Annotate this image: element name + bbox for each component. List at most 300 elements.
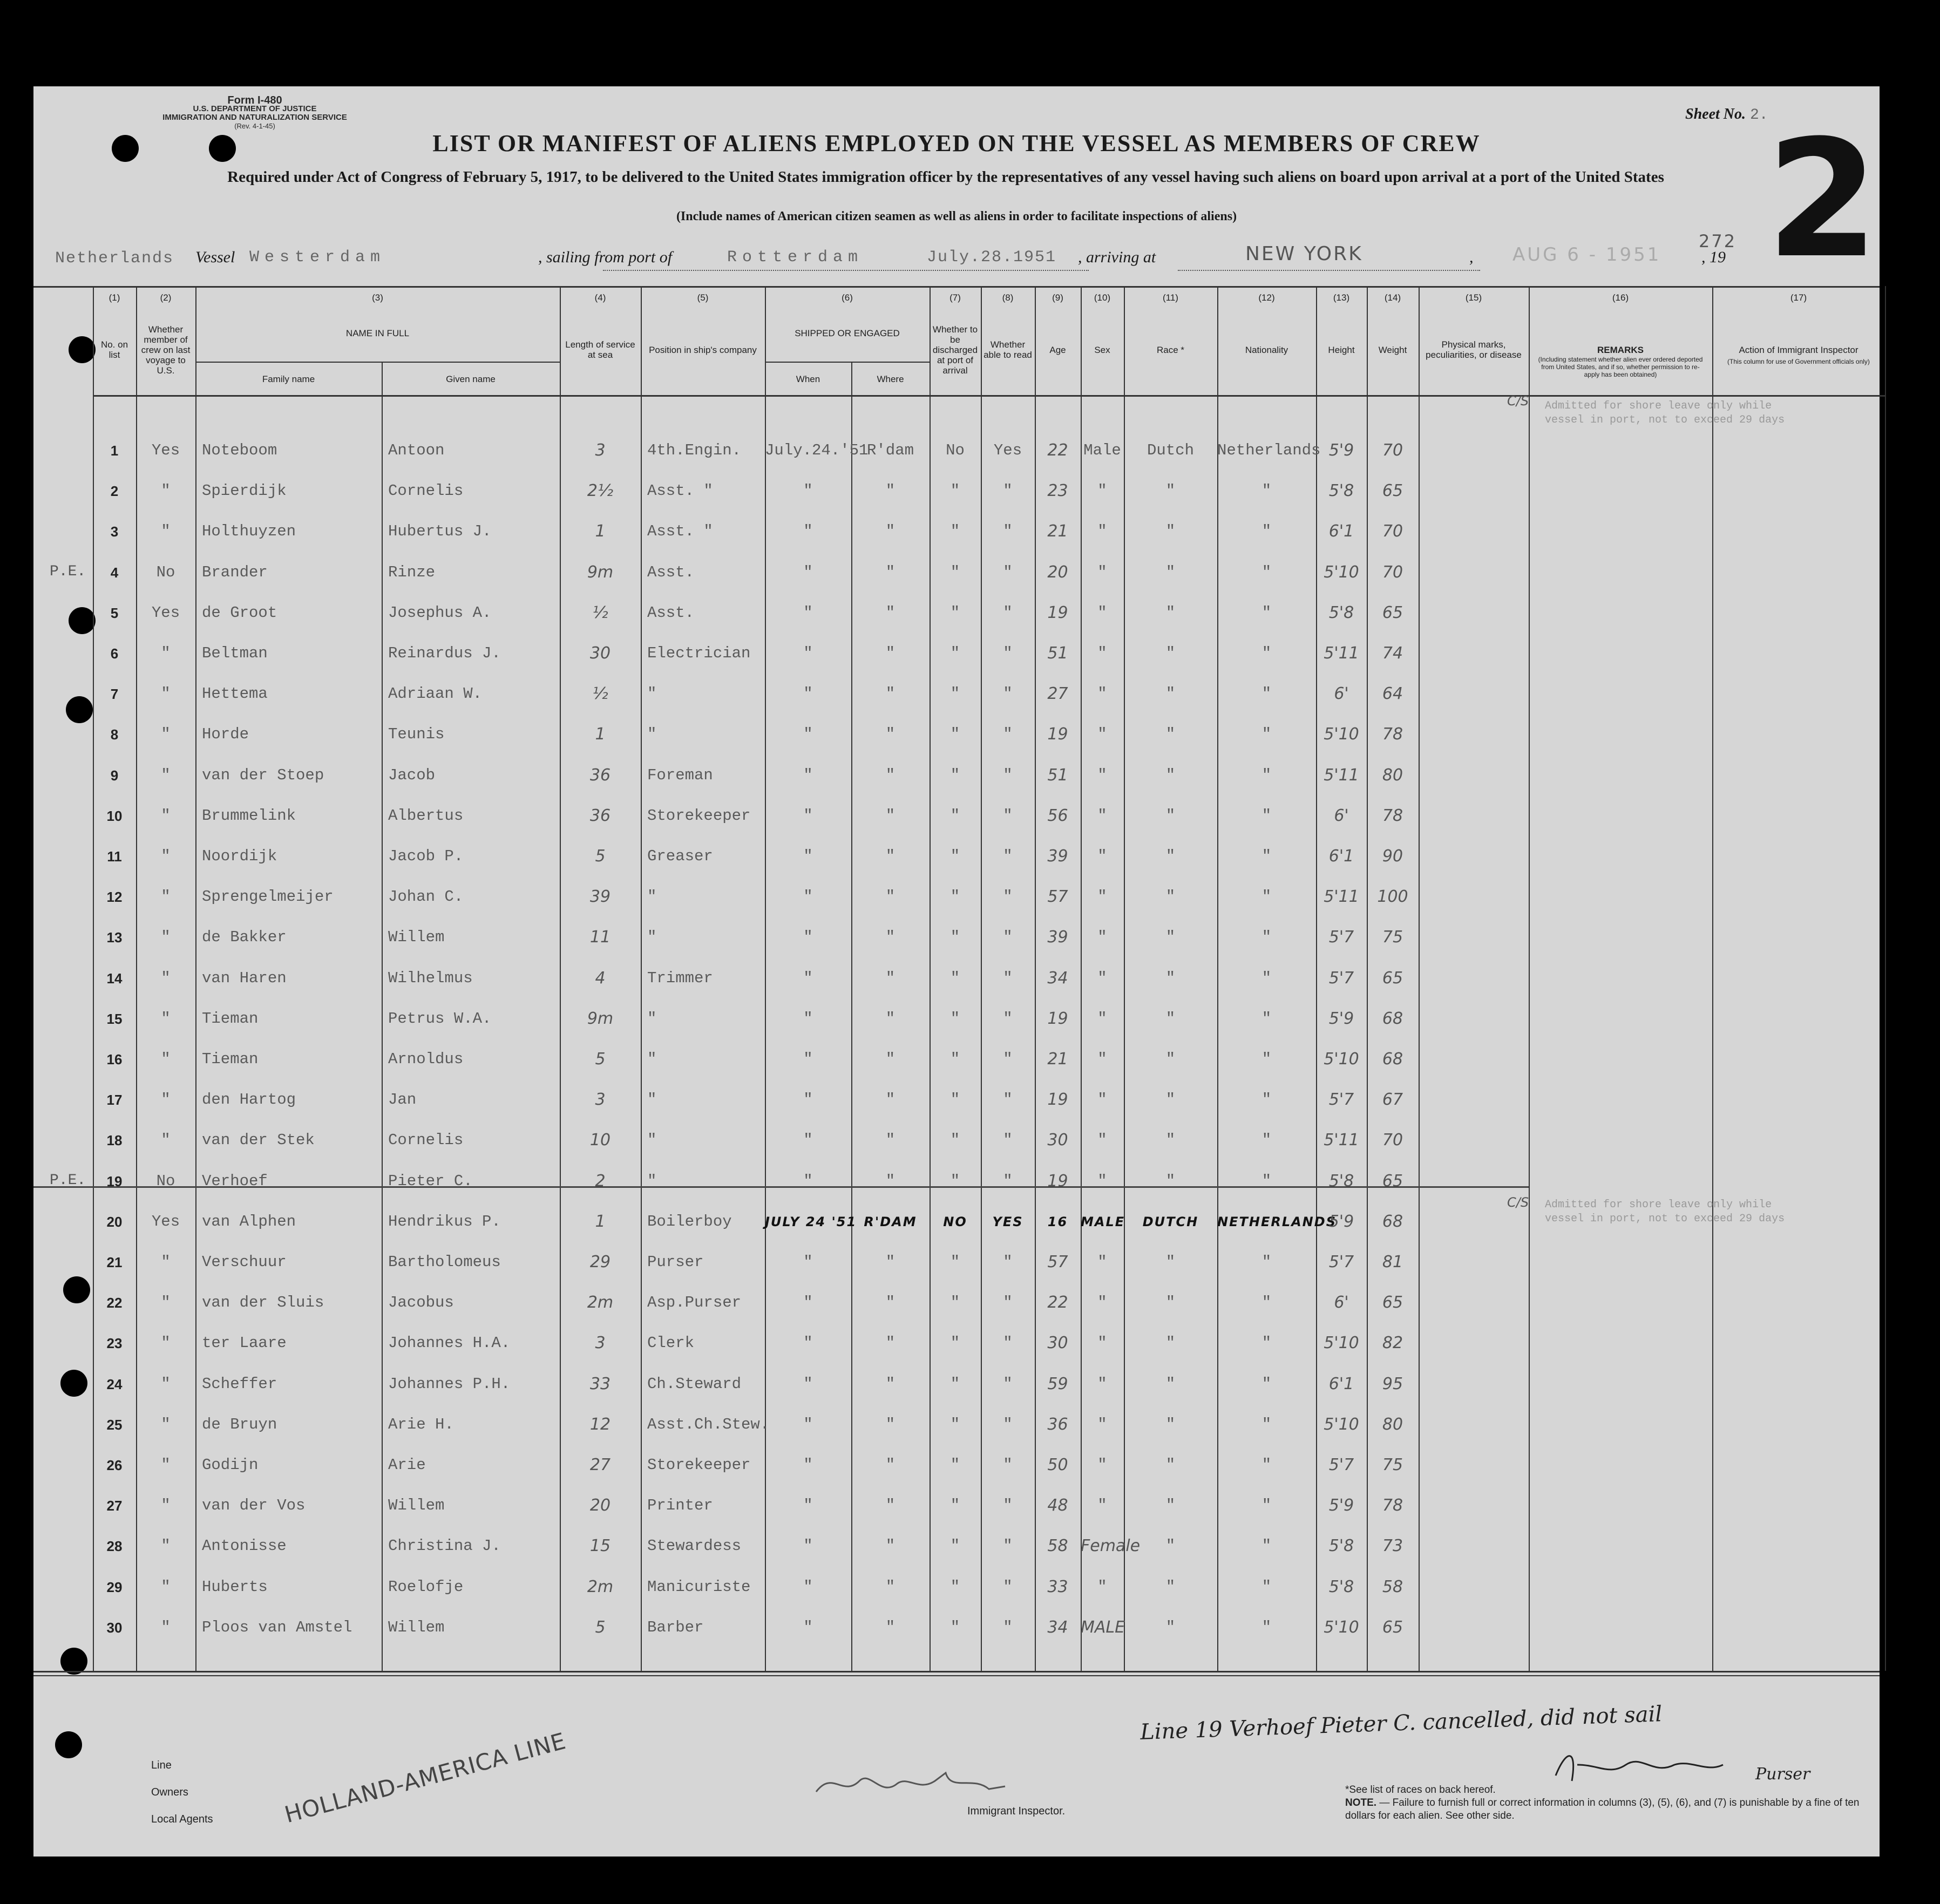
to-be-discharged: " [950, 928, 960, 947]
crew-last-voyage: No [156, 1172, 175, 1190]
sailing-label: , sailing from port of [538, 248, 673, 266]
family-name: Tieman [202, 1009, 259, 1028]
family-name: Brander [202, 563, 268, 581]
to-be-discharged: " [950, 1091, 960, 1109]
weight: 75 [1382, 928, 1403, 947]
table-row [33, 1284, 1880, 1324]
nationality: " [1261, 806, 1272, 825]
sex: " [1097, 482, 1107, 500]
action-note: (This column for use of Government officials only) [1727, 358, 1870, 365]
row-number: 30 [106, 1619, 123, 1636]
row-number: 9 [110, 767, 119, 784]
height: 5'7 [1328, 1090, 1354, 1110]
sex: " [1097, 928, 1107, 947]
table-row [33, 1527, 1880, 1568]
race: " [1165, 1009, 1176, 1028]
able-to-read: " [1003, 1050, 1013, 1068]
row-number: 26 [106, 1457, 123, 1473]
height: 5'8 [1328, 1171, 1354, 1191]
arrival-port: NEW YORK [1245, 243, 1363, 265]
length-of-service: 12 [589, 1415, 611, 1434]
age: 19 [1047, 725, 1068, 744]
column-header: Age [1049, 344, 1066, 355]
crew-last-voyage: Yes [151, 603, 180, 622]
weight: 78 [1382, 725, 1403, 744]
sex: Male [1083, 441, 1121, 459]
nationality: " [1261, 1456, 1272, 1474]
sex: " [1097, 725, 1107, 744]
form-service: IMMIGRATION AND NATURALIZATION SERVICE [162, 113, 347, 122]
nationality: " [1261, 603, 1272, 622]
position: Asst. [647, 603, 695, 622]
given-name: Jacob [388, 766, 436, 784]
shipped-where: " [885, 888, 896, 906]
nationality: " [1261, 1091, 1272, 1109]
weight: 73 [1382, 1536, 1403, 1556]
sex: " [1097, 1009, 1107, 1028]
page-subtitle-note: (Include names of American citizen seamen as well as aliens in order to facilitate inspections of aliens) [676, 209, 1237, 223]
position: Clerk [647, 1334, 695, 1352]
crew-last-voyage: " [161, 888, 171, 906]
age: 51 [1047, 765, 1068, 785]
sex: " [1097, 644, 1107, 662]
shipped-where: " [885, 1497, 896, 1515]
shipped-when: " [803, 1172, 813, 1190]
height: 5'8 [1328, 603, 1354, 622]
nationality: " [1261, 1618, 1272, 1636]
height: 5'7 [1328, 968, 1354, 988]
to-be-discharged: " [950, 1537, 960, 1555]
weight: 65 [1382, 481, 1403, 501]
height: 5'7 [1328, 928, 1354, 947]
sheet-number [1685, 106, 1768, 124]
sex: " [1097, 806, 1107, 825]
table-row [33, 716, 1880, 756]
to-be-discharged: " [950, 1009, 960, 1028]
race: " [1165, 522, 1176, 541]
crew-last-voyage: " [161, 1253, 171, 1271]
race: " [1165, 1091, 1176, 1109]
race: " [1165, 1131, 1176, 1150]
height: 6'1 [1328, 522, 1354, 541]
length-of-service: 11 [589, 928, 611, 947]
to-be-discharged: " [950, 644, 960, 662]
able-to-read: " [1003, 1415, 1013, 1433]
family-name: Antonisse [202, 1537, 287, 1555]
shipped-when: " [803, 482, 813, 500]
to-be-discharged: " [950, 603, 960, 622]
family-name: van der Sluis [202, 1294, 324, 1312]
position: " [647, 1050, 657, 1068]
row-number: 8 [110, 726, 119, 743]
crew-last-voyage: " [161, 1456, 171, 1474]
race: " [1165, 482, 1176, 500]
family-name: van Alphen [202, 1212, 296, 1230]
table-row [33, 960, 1880, 1000]
nationality: " [1261, 1294, 1272, 1312]
able-to-read: " [1003, 847, 1013, 865]
crew-last-voyage: " [161, 1131, 171, 1150]
family-name: de Bakker [202, 928, 287, 947]
given-name: Jacob P. [388, 847, 464, 865]
age: 36 [1047, 1415, 1068, 1434]
table-row [33, 1609, 1880, 1649]
nationality: " [1261, 1497, 1272, 1515]
race: " [1165, 1334, 1176, 1352]
race: " [1165, 685, 1176, 703]
race: " [1165, 644, 1176, 662]
family-name: Noordijk [202, 847, 277, 865]
row-number: 12 [106, 889, 123, 906]
age: 19 [1047, 1171, 1068, 1191]
nationality: " [1261, 1172, 1272, 1190]
crew-last-voyage: " [161, 522, 171, 541]
height: 6' [1334, 806, 1349, 825]
race: " [1165, 1253, 1176, 1271]
position: " [647, 1009, 657, 1028]
column-header: Nationality [1245, 344, 1288, 355]
margin-annotation: P.E. [50, 563, 86, 580]
given-name: Willem [388, 928, 445, 947]
column-number: (9) [1052, 293, 1063, 303]
length-of-service: 15 [589, 1536, 611, 1556]
subheader-when: When [796, 373, 820, 384]
sex: " [1097, 1050, 1107, 1068]
crew-last-voyage: " [161, 685, 171, 703]
crew-last-voyage: " [161, 1375, 171, 1393]
shipped-when: " [803, 603, 813, 622]
table-row [33, 554, 1880, 594]
sex: " [1097, 766, 1107, 784]
column-number: (14) [1384, 293, 1401, 303]
height: 5'9 [1328, 441, 1354, 460]
crew-last-voyage: " [161, 1577, 171, 1596]
weight: 68 [1382, 1050, 1403, 1069]
to-be-discharged: " [950, 888, 960, 906]
nationality: " [1261, 725, 1272, 744]
crew-last-voyage: " [161, 1050, 171, 1068]
crew-last-voyage: " [161, 766, 171, 784]
weight: 70 [1382, 562, 1403, 582]
able-to-read: " [1003, 522, 1013, 541]
weight: 64 [1382, 684, 1403, 704]
able-to-read: " [1003, 1537, 1013, 1555]
able-to-read: " [1003, 1334, 1013, 1352]
remarks-stamp-1 [1507, 393, 1799, 427]
shipped-when: JULY 24 '51 [765, 1214, 857, 1229]
given-name: Cornelis [388, 482, 464, 500]
row-number: 21 [106, 1254, 123, 1270]
table-top-border [33, 286, 1880, 288]
handwritten-cancellation-note: Line 19 Verhoef Pieter C. cancelled, did not sail [1139, 1702, 1663, 1745]
shipped-when: " [803, 1375, 813, 1393]
able-to-read: " [1003, 766, 1013, 784]
vessel-flag: Netherlands [55, 249, 174, 268]
shipped-where: " [885, 725, 896, 744]
crew-last-voyage: " [161, 1618, 171, 1636]
family-name: Horde [202, 725, 249, 744]
race: Dutch [1147, 441, 1194, 459]
table-row [33, 838, 1880, 878]
age: 34 [1047, 968, 1068, 988]
row-number: 17 [106, 1092, 123, 1109]
column-header: SHIPPED OR ENGAGED [795, 328, 900, 338]
column-header: Race * [1156, 344, 1185, 355]
position: Printer [647, 1497, 713, 1515]
able-to-read: " [1003, 1497, 1013, 1515]
height: 5'7 [1328, 1456, 1354, 1474]
table-row [33, 513, 1880, 553]
row-number: 27 [106, 1498, 123, 1514]
shipped-where: " [885, 1253, 896, 1271]
sex: " [1097, 603, 1107, 622]
able-to-read: " [1003, 1375, 1013, 1393]
family-name: Godijn [202, 1456, 259, 1474]
height: 5'11 [1324, 1131, 1359, 1150]
weight: 70 [1382, 441, 1403, 460]
able-to-read: " [1003, 1091, 1013, 1109]
age: 51 [1047, 644, 1068, 663]
race: " [1165, 1415, 1176, 1433]
table-row [33, 878, 1880, 919]
able-to-read: " [1003, 1172, 1013, 1190]
crew-last-voyage: Yes [151, 441, 180, 459]
to-be-discharged: No [946, 441, 965, 459]
form-department: U.S. DEPARTMENT OF JUSTICE [193, 104, 317, 113]
nationality: " [1261, 1050, 1272, 1068]
family-name: de Groot [202, 603, 277, 622]
race: " [1165, 1050, 1176, 1068]
line-label: Line [151, 1759, 172, 1771]
column-number: (15) [1465, 293, 1482, 303]
sex: " [1097, 1577, 1107, 1596]
table-row [33, 1121, 1880, 1162]
shipped-when: " [803, 685, 813, 703]
race: " [1165, 603, 1176, 622]
shipped-where: R'dam [866, 441, 914, 459]
shipped-where: " [885, 1415, 896, 1433]
to-be-discharged: " [950, 1172, 960, 1190]
table-row [33, 1324, 1880, 1365]
race: " [1165, 1456, 1176, 1474]
shipped-when: " [803, 1577, 813, 1596]
height: 5'11 [1324, 644, 1359, 663]
to-be-discharged: " [950, 766, 960, 784]
family-name: Beltman [202, 644, 268, 662]
able-to-read: " [1003, 1131, 1013, 1150]
weight: 67 [1382, 1090, 1403, 1110]
shipped-where: R'DAM [864, 1214, 917, 1229]
to-be-discharged: " [950, 969, 960, 987]
length-of-service: 36 [589, 765, 611, 785]
row-number: 18 [106, 1132, 123, 1149]
position: " [647, 928, 657, 947]
height: 5'9 [1328, 1009, 1354, 1028]
table-row [33, 1406, 1880, 1446]
race: " [1165, 1537, 1176, 1555]
table-subheader-divider [765, 362, 930, 363]
column-header: Whether member of crew on last voyage to U.S. [141, 324, 191, 376]
column-number: (11) [1163, 293, 1178, 303]
to-be-discharged: " [950, 1577, 960, 1596]
year-label: , 19 [1701, 248, 1726, 266]
age: 56 [1047, 806, 1068, 825]
position: " [647, 1091, 657, 1109]
length-of-service: 1 [595, 522, 606, 541]
remarks-stamp-text-2: Admitted for shore leave only while vessel in port, not to exceed 29 days [1545, 1199, 1785, 1225]
shipped-where: " [885, 1577, 896, 1596]
weight: 75 [1382, 1456, 1403, 1474]
weight: 74 [1382, 644, 1403, 663]
column-number: (6) [842, 293, 853, 303]
row-number: 16 [106, 1051, 123, 1067]
sailing-port: Rotterdam [727, 248, 864, 267]
sex: " [1097, 1334, 1107, 1352]
table-row [33, 919, 1880, 959]
sex: " [1097, 563, 1107, 581]
length-of-service: 2m [587, 1577, 614, 1596]
given-name: Jacobus [388, 1294, 454, 1312]
race: DUTCH [1142, 1214, 1199, 1229]
shipped-when: " [803, 644, 813, 662]
column-number: (17) [1790, 293, 1807, 303]
height: 5'11 [1324, 887, 1359, 907]
row-number: 4 [110, 564, 119, 581]
given-name: Josephus A. [388, 603, 492, 622]
sex: " [1097, 888, 1107, 906]
table-bottom-border [33, 1671, 1880, 1672]
able-to-read: " [1003, 1577, 1013, 1596]
race: " [1165, 1618, 1176, 1636]
to-be-discharged: " [950, 1618, 960, 1636]
crew-last-voyage: " [161, 1415, 171, 1433]
table-subheader-divider [195, 362, 560, 363]
age: 59 [1047, 1374, 1068, 1393]
weight: 70 [1382, 522, 1403, 541]
weight: 68 [1382, 1212, 1403, 1231]
length-of-service: 3 [595, 1090, 606, 1110]
family-name: Huberts [202, 1577, 268, 1596]
row-number: 1 [110, 443, 119, 459]
sex: " [1097, 685, 1107, 703]
remarks-mark-1: C/S [1507, 393, 1529, 409]
position: " [647, 1131, 657, 1150]
length-of-service: 30 [589, 644, 611, 663]
table-row [33, 1243, 1880, 1284]
remarks-stamp-2 [1507, 1195, 1799, 1226]
sex: " [1097, 1172, 1107, 1190]
age: 33 [1047, 1577, 1068, 1596]
position: Storekeeper [647, 806, 751, 825]
age: 30 [1047, 1131, 1068, 1150]
shipped-where: " [885, 1456, 896, 1474]
table-row [33, 1487, 1880, 1527]
manifest-sheet [33, 86, 1880, 1857]
shipped-where: " [885, 1375, 896, 1393]
sex: " [1097, 522, 1107, 541]
age: 27 [1047, 684, 1068, 704]
crew-last-voyage: " [161, 847, 171, 865]
column-number: (8) [1002, 293, 1014, 303]
shipped-where: " [885, 1294, 896, 1312]
to-be-discharged: NO [943, 1214, 967, 1229]
to-be-discharged: " [950, 1050, 960, 1068]
given-name: Arie [388, 1456, 426, 1474]
race: " [1165, 969, 1176, 987]
table-row [33, 432, 1880, 472]
family-name: ter Laare [202, 1334, 287, 1352]
weight: 78 [1382, 806, 1403, 825]
voyage-line [55, 248, 174, 268]
given-name: Jan [388, 1091, 417, 1109]
column-header: Sex [1094, 344, 1110, 355]
table-column-line [1885, 286, 1886, 1671]
nationality: " [1261, 482, 1272, 500]
table-row [33, 1446, 1880, 1487]
shipped-when: " [803, 1497, 813, 1515]
position: " [647, 725, 657, 744]
to-be-discharged: " [950, 1334, 960, 1352]
position: " [647, 888, 657, 906]
crew-last-voyage: " [161, 969, 171, 987]
length-of-service: 27 [589, 1456, 611, 1474]
weight: 95 [1382, 1374, 1403, 1393]
given-name: Johan C. [388, 888, 464, 906]
length-of-service: 20 [589, 1496, 611, 1515]
family-name: van der Vos [202, 1497, 306, 1515]
to-be-discharged: " [950, 1497, 960, 1515]
to-be-discharged: " [950, 806, 960, 825]
able-to-read: " [1003, 928, 1013, 947]
row-number: 3 [110, 523, 119, 540]
position: " [647, 1172, 657, 1190]
column-header: Action of Immigrant Inspector [1739, 344, 1858, 355]
able-to-read: " [1003, 563, 1013, 581]
given-name: Hubertus J. [388, 522, 492, 541]
column-header: REMARKS [1597, 344, 1644, 355]
race: " [1165, 888, 1176, 906]
position: Asst.Ch.Stew. [647, 1415, 770, 1433]
column-number: (13) [1333, 293, 1350, 303]
weight: 68 [1382, 1009, 1403, 1028]
family-name: Brummelink [202, 806, 296, 825]
length-of-service: 33 [589, 1374, 611, 1393]
column-header: Height [1328, 344, 1355, 355]
crew-last-voyage: " [161, 1091, 171, 1109]
shipped-where: " [885, 847, 896, 865]
position: Boilerboy [647, 1212, 732, 1230]
height: 5'10 [1324, 1415, 1359, 1434]
punch-hole [69, 336, 96, 363]
age: 39 [1047, 928, 1068, 947]
age: 48 [1047, 1496, 1068, 1515]
given-name: Pieter C. [388, 1172, 473, 1190]
length-of-service: 3 [595, 441, 606, 460]
position: Electrician [647, 644, 751, 662]
nationality: " [1261, 847, 1272, 865]
table-row [33, 1365, 1880, 1406]
shipped-where: " [885, 1537, 896, 1555]
column-number: (10) [1094, 293, 1111, 303]
race: " [1165, 1294, 1176, 1312]
shipped-where: " [885, 1131, 896, 1150]
race: " [1165, 1497, 1176, 1515]
height: 5'9 [1328, 1212, 1354, 1231]
shipped-where: " [885, 806, 896, 825]
weight: 65 [1382, 968, 1403, 988]
row-number: 19 [106, 1173, 123, 1189]
weight: 65 [1382, 1171, 1403, 1191]
